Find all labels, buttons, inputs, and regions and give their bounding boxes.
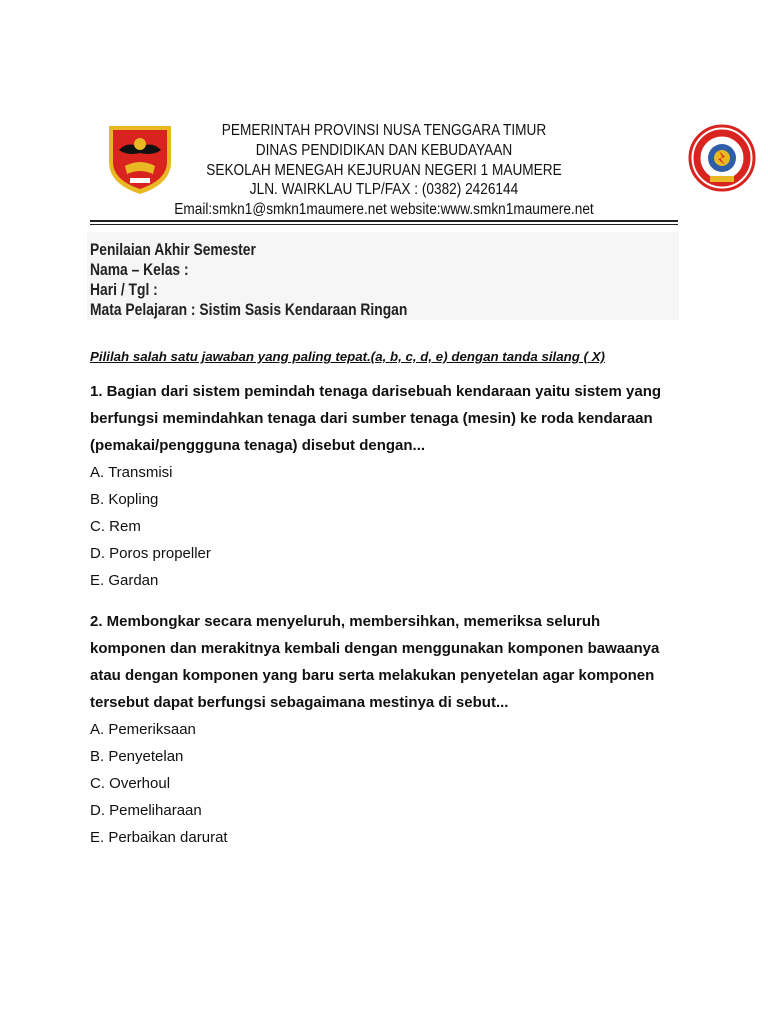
school-logo-icon	[688, 124, 756, 192]
answer-option-e: E. Gardan	[90, 572, 159, 589]
instruction: Pililah salah satu jawaban yang paling tepat.(a, b, c, d, e) dengan tanda silang ( X)	[90, 349, 605, 364]
answer-option-d: D. Poros propeller	[90, 545, 211, 562]
header-divider-thin	[90, 224, 678, 225]
school-name: SEKOLAH MENEGAH KEJURUAN NEGERI 1 MAUMERE	[206, 161, 562, 179]
day-date-field: Hari / Tgl :	[90, 281, 158, 299]
school-contact: Email:smkn1@smkn1maumere.net website:www.smkn1maumere.net	[174, 201, 594, 219]
question-1	[90, 378, 680, 594]
school-address: JLN. WAIRKLAU TLP/FAX : (0382) 2426144	[249, 181, 519, 199]
answer-option-e: E. Perbaikan darurat	[90, 829, 228, 846]
question-stem-line: komponen dan merakitnya kembali dengan menggunakan komponen bawaanya	[90, 640, 660, 657]
question-stem-line: tersebut dapat berfungsi sebagaimana mestinya di sebut...	[90, 694, 509, 711]
question-stem-line: 1. Bagian dari sistem pemindah tenaga darisebuah kendaraan yaitu sistem yang	[90, 383, 662, 400]
exam-title: Penilaian Akhir Semester	[90, 241, 256, 259]
answer-option-c: C. Overhoul	[90, 775, 171, 792]
question-2	[90, 608, 680, 851]
answer-option-a: A. Pemeriksaan	[90, 721, 196, 738]
question-stem-line: 2. Membongkar secara menyeluruh, membersihkan, memeriksa seluruh	[90, 613, 601, 630]
department-name: DINAS PENDIDIKAN DAN KEBUDAYAAN	[255, 141, 513, 159]
question-stem-line: (pemakai/penggguna tenaga) disebut dengan...	[90, 437, 426, 454]
subject-field: Mata Pelajaran : Sistim Sasis Kendaraan Ringan	[90, 301, 408, 319]
question-stem-line: atau dengan komponen yang baru serta melakukan penyetelan agar komponen	[90, 667, 655, 684]
government-name: PEMERINTAH PROVINSI NUSA TENGGARA TIMUR	[221, 122, 547, 139]
answer-option-c: C. Rem	[90, 518, 141, 535]
header-divider-thick	[90, 220, 678, 222]
name-class-field: Nama – Kelas :	[90, 261, 189, 279]
answer-option-a: A. Transmisi	[90, 464, 173, 481]
letterhead	[125, 121, 642, 220]
answer-option-d: D. Pemeliharaan	[90, 802, 202, 819]
exam-info	[90, 240, 407, 320]
answer-option-b: B. Kopling	[90, 491, 159, 508]
answer-option-b: B. Penyetelan	[90, 748, 184, 765]
question-stem-line: berfungsi memindahkan tenaga dari sumber tenaga (mesin) ke roda kendaraan	[90, 410, 653, 427]
